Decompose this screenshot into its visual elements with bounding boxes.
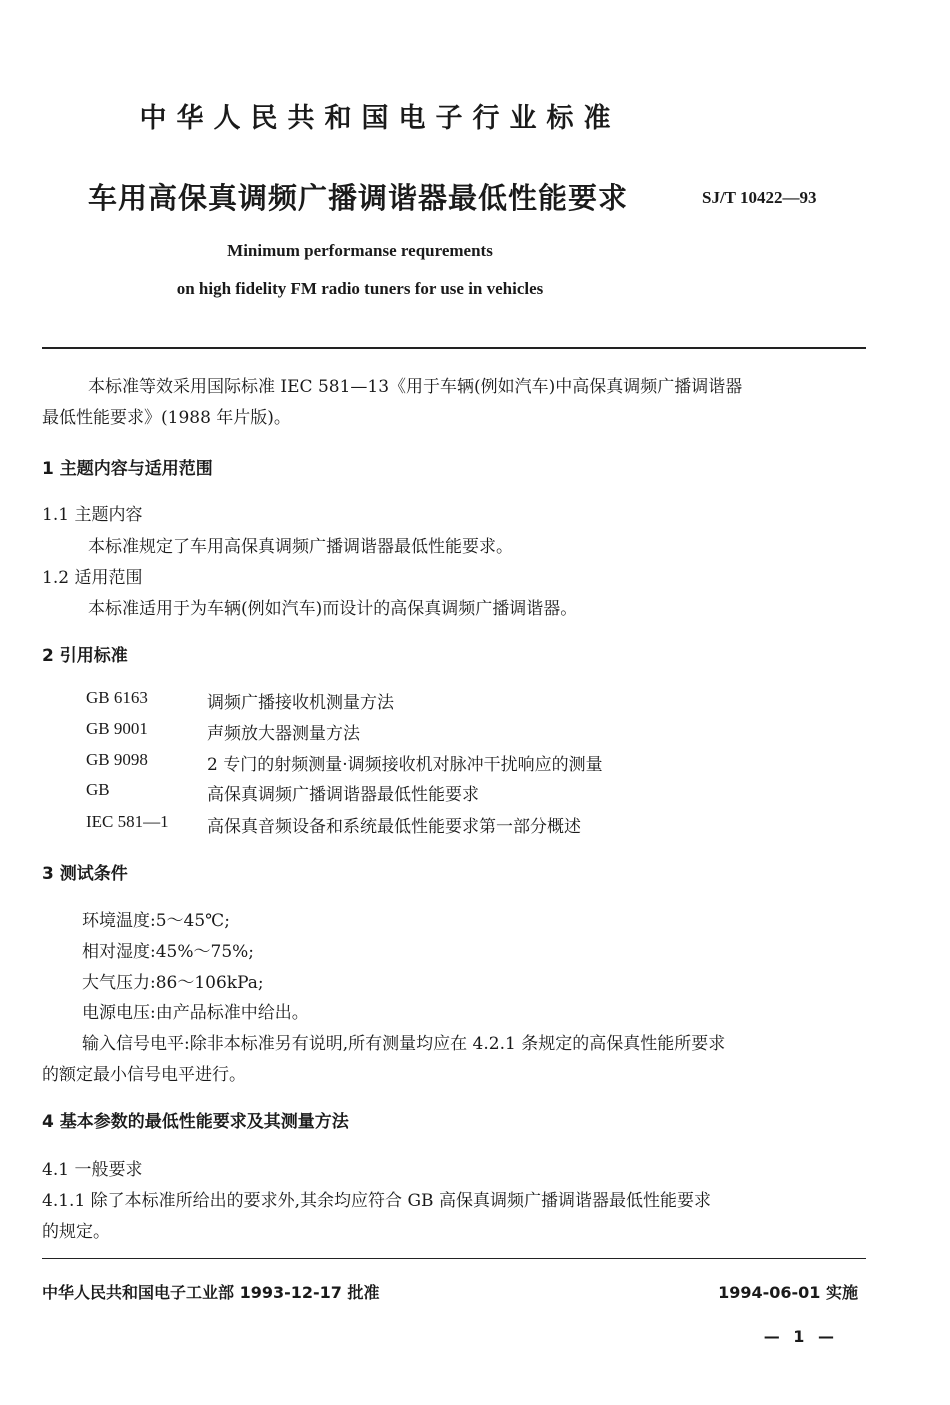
english-title-line-1: Minimum performanse requrements <box>227 241 493 260</box>
section-1-1-text: 本标准规定了车用高保真调频广播调谐器最低性能要求。 <box>88 537 513 557</box>
reference-code: GB 6163 <box>86 688 148 707</box>
condition-item: 大气压力:86～106kPa; <box>82 973 264 993</box>
bottom-divider <box>42 1258 866 1259</box>
section-2-heading: 2 引用标准 <box>42 646 128 666</box>
section-4-heading: 4 基本参数的最低性能要求及其测量方法 <box>42 1112 349 1132</box>
reference-title: 声频放大器测量方法 <box>207 724 360 744</box>
reference-code: GB 9001 <box>86 719 148 738</box>
section-1-2-heading: 1.2 适用范围 <box>42 568 143 588</box>
reference-code: GB 9098 <box>86 750 148 769</box>
reference-title: 高保真音频设备和系统最低性能要求第一部分概述 <box>207 817 581 837</box>
reference-title: 高保真调频广播调谐器最低性能要求 <box>207 785 479 805</box>
reference-title: 调频广播接收机测量方法 <box>207 693 394 713</box>
publisher-header: 中华人民共和国电子行业标准 <box>139 103 621 134</box>
top-divider <box>42 347 866 349</box>
english-title-line-2: on high fidelity FM radio tuners for use in vehicles <box>176 279 544 298</box>
intro-line-1: 本标准等效采用国际标准 IEC 581—13《用于车辆(例如汽车)中高保真调频广播调谐器 <box>88 377 743 397</box>
section-4-1-heading: 4.1 一般要求 <box>42 1160 143 1180</box>
section-3-heading: 3 测试条件 <box>42 864 128 884</box>
condition-item: 相对湿度:45%～75%; <box>82 942 255 962</box>
input-level-line-2: 的额定最小信号电平进行。 <box>42 1065 246 1085</box>
document-title: 车用高保真调频广播调谐器最低性能要求 <box>88 181 629 215</box>
intro-line-2: 最低性能要求》(1988 年片版)。 <box>42 408 291 428</box>
section-4-1-1-line-1: 4.1.1 除了本标准所给出的要求外,其余均应符合 GB 高保真调频广播调谐器最低性能要求 <box>42 1191 711 1211</box>
reference-code: GB <box>86 780 110 799</box>
reference-code: IEC 581—1 <box>86 812 169 831</box>
reference-title: 2 专门的射频测量·调频接收机对脉冲干扰响应的测量 <box>207 755 603 775</box>
standard-number: SJ/T 10422—93 <box>702 188 817 207</box>
section-4-1-1-line-2: 的规定。 <box>42 1222 110 1242</box>
implementation-date: 1994-06-01 实施 <box>718 1283 858 1302</box>
condition-item: 电源电压:由产品标准中给出。 <box>82 1003 309 1023</box>
approval-line: 中华人民共和国电子工业部 1993-12-17 批准 <box>42 1283 380 1302</box>
section-1-heading: 1 主题内容与适用范围 <box>42 459 213 479</box>
section-1-2-text: 本标准适用于为车辆(例如汽车)而设计的高保真调频广播调谐器。 <box>88 599 578 619</box>
page-number: — 1 — <box>763 1327 838 1346</box>
section-1-1-heading: 1.1 主题内容 <box>42 505 143 525</box>
input-level-line-1: 输入信号电平:除非本标准另有说明,所有测量均应在 4.2.1 条规定的高保真性能所要求 <box>82 1034 726 1054</box>
condition-item: 环境温度:5～45℃; <box>82 911 230 931</box>
